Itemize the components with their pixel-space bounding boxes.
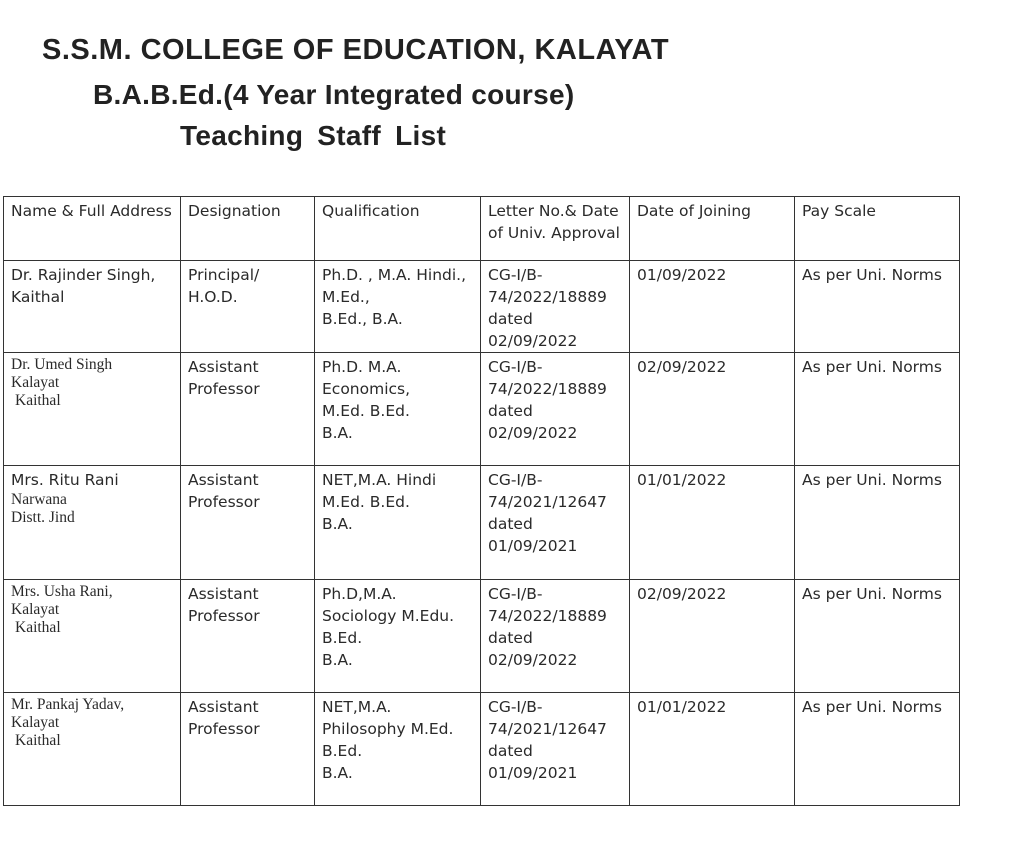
- cell-designation: [181, 353, 315, 466]
- course-title: B.A.B.Ed.(4 Year Integrated course): [93, 79, 575, 110]
- cell-designation: [181, 580, 315, 693]
- cell-letter: [481, 261, 630, 353]
- address-line: Narwana: [11, 491, 67, 508]
- designation-line: Assistant: [188, 585, 259, 603]
- letter-line: 01/09/2021: [488, 537, 578, 555]
- table-row: [4, 261, 960, 353]
- cell-joining: 02/09/2022: [630, 580, 795, 693]
- address-line: Kaithal: [15, 732, 61, 749]
- cell-qualification: [315, 693, 481, 806]
- college-title: S.S.M. COLLEGE OF EDUCATION, KALAYAT: [42, 34, 670, 66]
- qualification-line: M.Ed.,: [322, 288, 370, 306]
- qualification-line: NET,M.A.: [322, 698, 392, 716]
- qualification-line: Ph.D. M.A.: [322, 358, 402, 376]
- column-header-designation: Designation: [181, 197, 315, 261]
- address-line: Kaithal: [15, 619, 61, 636]
- cell-joining: 01/09/2022: [630, 261, 795, 353]
- column-header-name: Name & Full Address: [4, 197, 181, 261]
- cell-joining: 01/01/2022: [630, 466, 795, 580]
- letter-line: dated: [488, 402, 533, 420]
- designation-line: Assistant: [188, 471, 259, 489]
- letter-line: 74/2022/18889: [488, 288, 607, 306]
- letter-line: CG-I/B-: [488, 471, 543, 489]
- column-header-joining: Date of Joining: [630, 197, 795, 261]
- qualification-line: Ph.D. , M.A. Hindi.,: [322, 266, 467, 284]
- teaching-staff-table: [3, 196, 960, 806]
- table-row: [4, 466, 960, 580]
- name-line: Dr. Rajinder Singh,: [11, 266, 156, 284]
- designation-line: Assistant: [188, 358, 259, 376]
- letter-line: 74/2021/12647: [488, 493, 607, 511]
- address-line: Distt. Jind: [11, 509, 75, 526]
- address-line: Kalayat: [11, 374, 60, 391]
- name-line: Mrs. Usha Rani,: [11, 583, 113, 600]
- qualification-line: Sociology M.Edu.: [322, 607, 455, 625]
- designation-line: Assistant: [188, 698, 259, 716]
- qualification-line: M.Ed. B.Ed.: [322, 493, 410, 511]
- cell-designation: [181, 466, 315, 580]
- cell-letter: [481, 466, 630, 580]
- cell-name: [4, 580, 181, 693]
- cell-qualification: [315, 580, 481, 693]
- cell-joining: 02/09/2022: [630, 353, 795, 466]
- letter-line: 02/09/2022: [488, 424, 578, 442]
- qualification-line: B.A.: [322, 515, 353, 533]
- letter-line: dated: [488, 310, 533, 328]
- letter-line: CG-I/B-: [488, 358, 543, 376]
- cell-qualification: [315, 466, 481, 580]
- cell-qualification: [315, 261, 481, 353]
- address-line: Kaithal: [15, 392, 61, 409]
- cell-name: [4, 466, 181, 580]
- name-line: Mrs. Ritu Rani: [11, 471, 119, 489]
- qualification-line: B.A.: [322, 424, 353, 442]
- letter-line: CG-I/B-: [488, 585, 543, 603]
- table-row: [4, 580, 960, 693]
- letter-line: 74/2021/12647: [488, 720, 607, 738]
- cell-designation: [181, 261, 315, 353]
- designation-line: Professor: [188, 607, 260, 625]
- cell-pay-scale: As per Uni. Norms: [795, 261, 960, 353]
- cell-pay-scale: As per Uni. Norms: [795, 353, 960, 466]
- designation-line: H.O.D.: [188, 288, 238, 306]
- letter-line: dated: [488, 515, 533, 533]
- letter-line: 74/2022/18889: [488, 380, 607, 398]
- cell-designation: [181, 693, 315, 806]
- qualification-line: Economics,: [322, 380, 411, 398]
- table-row: [4, 353, 960, 466]
- qualification-line: B.Ed., B.A.: [322, 310, 403, 328]
- address-line: Kalayat: [11, 601, 60, 618]
- cell-letter: [481, 353, 630, 466]
- letter-line: 01/09/2021: [488, 764, 578, 782]
- cell-pay-scale: As per Uni. Norms: [795, 466, 960, 580]
- qualification-line: Philosophy M.Ed.: [322, 720, 454, 738]
- column-header-pay-scale: Pay Scale: [795, 197, 960, 261]
- column-header-letter: Letter No.& Date of Univ. Approval: [481, 197, 630, 261]
- designation-line: Professor: [188, 720, 260, 738]
- address-line: Kaithal: [11, 288, 65, 306]
- qualification-line: NET,M.A. Hindi: [322, 471, 437, 489]
- cell-pay-scale: As per Uni. Norms: [795, 580, 960, 693]
- letter-line: 02/09/2022: [488, 651, 578, 669]
- qualification-line: B.Ed.: [322, 629, 363, 647]
- table-header-row: [4, 197, 960, 261]
- qualification-line: B.A.: [322, 651, 353, 669]
- column-header-qualification: Qualification: [315, 197, 481, 261]
- cell-joining: 01/01/2022: [630, 693, 795, 806]
- name-line: Dr. Umed Singh: [11, 356, 113, 373]
- designation-line: Principal/: [188, 266, 260, 284]
- cell-name: [4, 261, 181, 353]
- qualification-line: B.A.: [322, 764, 353, 782]
- qualification-line: Ph.D,M.A.: [322, 585, 397, 603]
- table-row: [4, 693, 960, 806]
- letter-line: dated: [488, 629, 533, 647]
- letter-line: dated: [488, 742, 533, 760]
- address-line: Kalayat: [11, 714, 60, 731]
- cell-name: [4, 693, 181, 806]
- qualification-line: B.Ed.: [322, 742, 363, 760]
- qualification-line: M.Ed. B.Ed.: [322, 402, 410, 420]
- cell-letter: [481, 580, 630, 693]
- cell-name: [4, 353, 181, 466]
- name-line: Mr. Pankaj Yadav,: [11, 696, 125, 713]
- cell-pay-scale: As per Uni. Norms: [795, 693, 960, 806]
- letter-line: 02/09/2022: [488, 332, 578, 350]
- letter-line: CG-I/B-: [488, 266, 543, 284]
- designation-line: Professor: [188, 380, 260, 398]
- letter-line: 74/2022/18889: [488, 607, 607, 625]
- cell-letter: [481, 693, 630, 806]
- staff-list-title: Teaching Staff List: [180, 120, 447, 151]
- letter-line: CG-I/B-: [488, 698, 543, 716]
- designation-line: Professor: [188, 493, 260, 511]
- cell-qualification: [315, 353, 481, 466]
